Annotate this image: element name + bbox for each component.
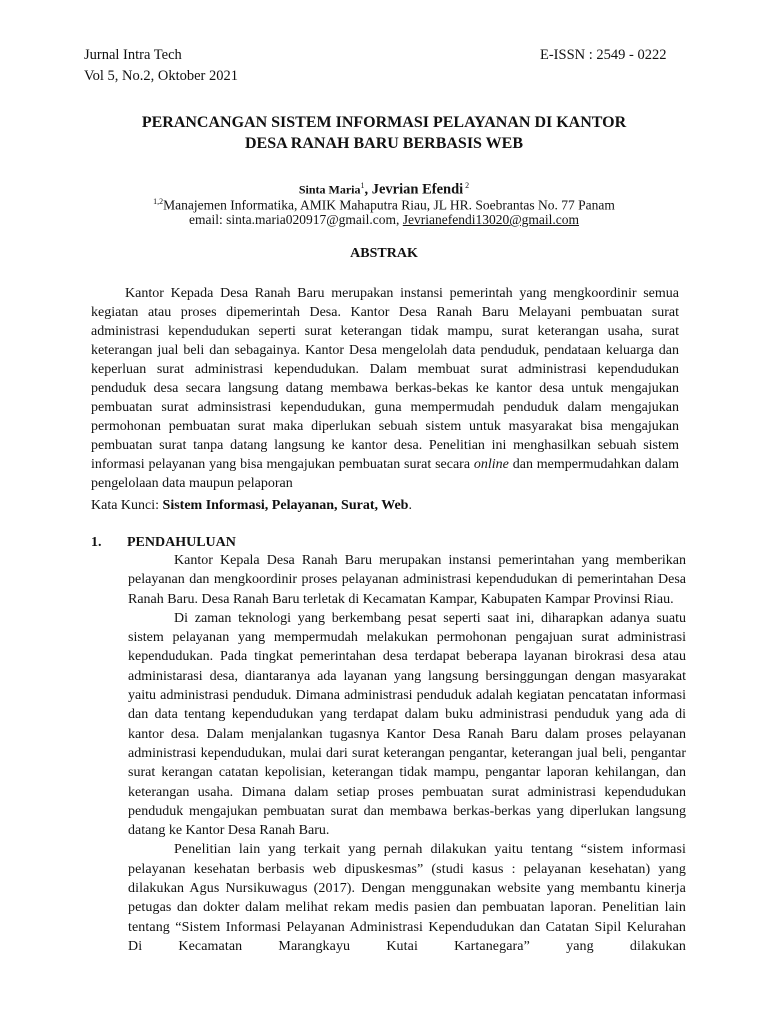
affiliation-superscript: 1,2 — [153, 197, 164, 206]
abstract-text-part1: Kantor Kepada Desa Ranah Baru merupakan instansi pemerintah yang mengkoordinir semua kegiatan atau proses dipemerintah Desa. Kantor Desa Ranah Baru Melayani pembuatan surat administrasi kependudukan seperti surat keterangan tidak mampu, surat keterangan usaha, surat keterangan jual beli dan sebagainya. Kantor Desa mengelolah data penduduk, pendataan keluarga dan keperluan surat administrasi kependudukan. Dalam membuat surat administrasi kependudukan penduduk desa secara langsung datang membawa berkas-bekas ke kantor desa untuk mengajukan pembuatan surat adminsistrasi kependudukan, guna mempermudah penduduk dalam mengajukan permohonan pembuatan surat maka diperlukan sebuah sistem untuk masyarakat bisa mengajukan pembuatan surat tanpa datang langsung ke kantor desa. Penelitian ini menghasilkan sebuah sistem informasi pelayanan yang bisa mengajukan pembuatan surat secara — [91, 286, 679, 472]
affiliation-text: Manajemen Informatika, AMIK Mahaputra Riau, JL HR. Soebrantas No. 77 Panam — [163, 197, 615, 213]
abstract-body — [91, 284, 679, 493]
abstract-heading: ABSTRAK — [350, 246, 418, 261]
author-2-name: Jevrian Efendi — [371, 181, 464, 198]
section-title: PENDAHULUAN — [127, 535, 236, 550]
keywords-label: Kata Kunci: — [91, 498, 163, 513]
body-paragraph-3: Penelitian lain yang terkait yang pernah dilakukan yaitu tentang “sistem informasi pelayanan kesehatan berbasis web dipuskesmas” (studi kasus : pelayanan kesehatan) yang dilakukan Agus Nursikuwagus (2017). Dengan menggunakan website yang membantu kinerja petugas dan dokter dalam melihat rekam medis pasien dan pembuatan laporan. Penelitian lain tentang “Sistem Informasi Pelayanan Administrasi Kependudukan dan Catatan Sipil Kelurahan Di Kecamatan Marangkayu Kutai Kartanegara” yang dilakukan — [128, 842, 686, 954]
abstract-text-part2: dan mempermudahkan dalam pengelolaan data maupun pelaporan — [91, 457, 680, 491]
email-link-2[interactable]: Jevrianefendi13020@gmail.com — [402, 212, 580, 227]
keywords-period: . — [408, 498, 412, 513]
journal-issn: E-ISSN : 2549 - 0222 — [540, 47, 667, 63]
body-paragraph-1: Kantor Kepala Desa Ranah Baru merupakan instansi pemerintahan yang memberikan pelayanan dan mengkoordinir proses pelayanan administrasi kependudukan di pemerintahan Desa Ranah Baru. Desa Ranah Baru terletak di Kecamatan Kampar, Kabupaten Kampar Provinsi Riau. — [128, 553, 686, 607]
paper-title-line1: PERANCANGAN SISTEM INFORMASI PELAYANAN DI KANTOR — [141, 114, 627, 131]
journal-volume: Vol 5, No.2, Oktober 2021 — [84, 68, 238, 84]
keywords-line — [91, 498, 412, 514]
section-heading — [91, 535, 236, 551]
abstract-italic-word: online — [473, 457, 509, 472]
paper-title-line2: DESA RANAH BARU BERBASIS WEB — [245, 135, 523, 152]
journal-name: Jurnal Intra Tech — [84, 47, 182, 63]
body-paragraph-2: Di zaman teknologi yang berkembang pesat seperti saat ini, diharapkan adanya suatu sistem pelayanan yang mempermudah melakukan permohonan pengajuan surat administrasi kependudukan. Pada tingkat pemerintahan desa terdapat beberapa layanan birokrasi desa atau administarasi desa, diantaranya ada layanan yang langsung bersinggungan dengan masyarakat yaitu administrasi penduduk. Dimana administrasi penduduk adalah kegiatan pencatatan informasi dan data tentang kependudukan yang terdapat dalam buku administrasi penduduk yang ada di kantor desa. Dalam menjalankan tugasnya Kantor Desa Ranah Baru dalam proses pelayanan administrasi kependudukan, mulai dari surat keterangan pengantar, keterangan jual beli, pengantar surat kerangan catatan kepolisian, keterangan tidak mampu, pengantar laporan kehilangan, dan keterangan usaha. Dimana dalam setiap proses pembuatan surat administrasi kependudukan penduduk mengajukan pembuatan surat dan membawa berkas-berkas yang diperlukan langsung datang ke Kantor Desa Ranah Baru. — [128, 610, 686, 839]
email-prefix: email: sinta.maria020917@gmail.com, — [188, 212, 403, 227]
author-2-superscript: 2 — [463, 181, 470, 190]
section-body — [128, 551, 686, 956]
author-1-superscript: 1 — [360, 181, 365, 190]
paper-title — [84, 112, 684, 154]
author-emails — [84, 211, 684, 229]
section-number: 1. — [91, 535, 102, 550]
journal-header-left — [84, 45, 238, 87]
author-separator: , — [364, 181, 372, 198]
keywords-terms: Sistem Informasi, Pelayanan, Surat, Web — [162, 498, 409, 513]
author-1-name: Sinta Maria — [298, 182, 361, 197]
